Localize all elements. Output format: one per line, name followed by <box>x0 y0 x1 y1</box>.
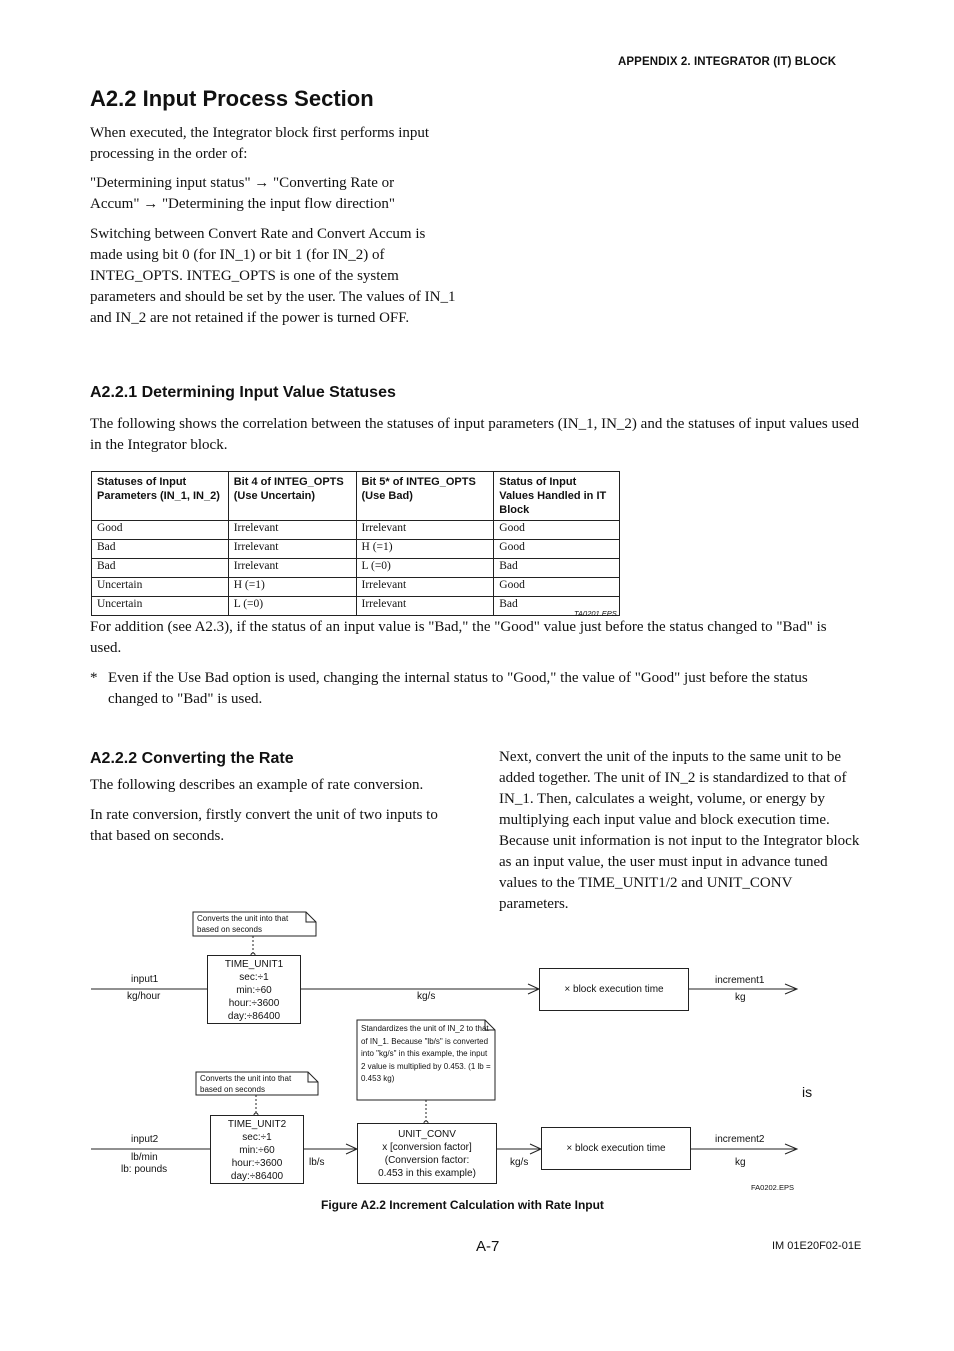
table-cell: Good <box>494 540 620 559</box>
rate-paragraph-2: In rate conversion, firstly convert the unit of two inputs to that based on seconds. <box>90 807 438 844</box>
note-time-unit1: Converts the unit into that based on seconds <box>197 914 289 934</box>
box-line: sec:÷1 <box>239 972 269 983</box>
section-title: A2.2 Input Process Section <box>90 86 374 111</box>
statuses-intro: The following shows the correlation between the statuses of input parameters (IN_1, IN_2) and the statuses of input values used in the Integrator block. <box>90 416 859 453</box>
table-cell: Irrelevant <box>228 540 356 559</box>
table-cell: Irrelevant <box>356 597 494 616</box>
box-line: day:÷86400 <box>230 1171 284 1182</box>
figure-caption: Figure A2.2 Increment Calculation with Rate Input <box>321 1198 604 1212</box>
stray-text: is <box>802 1084 813 1100</box>
table-cell: Good <box>494 578 620 597</box>
section-paragraph-1: When executed, the Integrator block first performs input processing in the order of: <box>90 125 430 162</box>
note-time-unit2: Converts the unit into that based on seconds <box>200 1074 292 1094</box>
input1-label: input1 <box>131 974 159 985</box>
table-cell: Uncertain <box>92 597 229 616</box>
increment1-unit: kg <box>735 992 746 1003</box>
increment2-unit: kg <box>735 1157 746 1168</box>
box-line: 0.453 in this example) <box>378 1168 476 1179</box>
box-line: (Conversion factor: <box>384 1155 470 1166</box>
table-cell: Irrelevant <box>228 521 356 540</box>
footnote-mark: * <box>90 670 98 686</box>
kgs-label-top: kg/s <box>417 991 436 1002</box>
table-cell: H (=1) <box>228 578 356 597</box>
table-cell: Bad <box>92 559 229 578</box>
rate-paragraph-1: The following describes an example of rate conversion. <box>90 777 424 793</box>
box-line: min:÷60 <box>239 1145 275 1156</box>
box-line: TIME_UNIT1 <box>224 959 284 970</box>
kgs-label-bottom: kg/s <box>510 1157 529 1168</box>
box-line: hour:÷3600 <box>228 998 280 1009</box>
section-paragraph-3: Switching between Convert Rate and Convert Accum is made using bit 0 (for IN_1) or bit 1 (for IN_2) of INTEG_OPTS. INTEG_OPTS is one of the system parameters and should be set by the user. The values of IN_1 and IN_2 are not retained if the power is turned OFF. <box>90 226 456 326</box>
box-line: day:÷86400 <box>227 1011 281 1022</box>
table-cell: L (=0) <box>356 559 494 578</box>
box-line: UNIT_CONV <box>398 1129 456 1140</box>
increment1-label: increment1 <box>715 975 765 986</box>
note-unit-conv: Standardizes the unit of IN_2 to that of IN_1. Because "lb/s" is converted into "kg/s" in this example, the input 2 value is multiplied by 0.453. (1 lb = 0.453 kg) <box>361 1024 491 1083</box>
exec-time-box-2: × block execution time <box>541 1127 691 1170</box>
table-cell: Good <box>494 521 620 540</box>
box-line: min:÷60 <box>236 985 272 996</box>
table-cell: Good <box>92 521 229 540</box>
addition-note: For addition (see A2.3), if the status of an input value is "Bad," the "Good" value just before the status changed to "Bad" is used. <box>90 619 827 656</box>
table-header: Bit 4 of INTEG_OPTS (Use Uncertain) <box>228 472 356 521</box>
document-number: IM 01E20F02-01E <box>772 1240 862 1252</box>
box-line: TIME_UNIT2 <box>227 1119 287 1130</box>
page-number: A-7 <box>476 1238 500 1255</box>
time-unit2-box <box>210 1115 304 1184</box>
table-cell: Bad <box>92 540 229 559</box>
box-line: hour:÷3600 <box>231 1158 283 1169</box>
table-header: Status of Input Values Handled in IT Block <box>494 472 620 521</box>
unit-conv-box <box>357 1123 497 1184</box>
lbs-label: lb/s <box>309 1157 325 1168</box>
input1-unit: kg/hour <box>127 991 161 1002</box>
input2-unit: lb/min <box>131 1152 158 1163</box>
figure-tag: FA0202.EPS <box>751 1183 794 1192</box>
rate-paragraph-right: Next, convert the unit of the inputs to the same unit to be added together. The unit of IN_2 is standardized to that of IN_1. Then, calculates a weight, volume, or energy by multiplying each input value and block execution time. Because unit information is not input to the Integrator block as an input value, the user must input in advance tuned values to the TIME_UNIT1/2 and UNIT_CONV parameters. <box>499 749 860 912</box>
time-unit1-box <box>207 955 301 1024</box>
input2-label: input2 <box>131 1134 159 1145</box>
appendix-header: APPENDIX 2. INTEGRATOR (IT) BLOCK <box>618 56 837 68</box>
table-tag: TA0201.EPS <box>574 609 617 618</box>
footnote: Even if the Use Bad option is used, changing the internal status to "Good," the value of "Good" just before the status changed to "Bad" is used. <box>108 670 808 707</box>
table-cell: Irrelevant <box>228 559 356 578</box>
section-paragraph-2: "Determining input status" → "Converting Rate or Accum" → "Determining the input flow direction" <box>90 175 395 212</box>
increment2-label: increment2 <box>715 1134 765 1145</box>
table-cell: Bad <box>494 597 620 616</box>
table-cell: H (=1) <box>356 540 494 559</box>
table-cell: Uncertain <box>92 578 229 597</box>
exec-time-box-1: × block execution time <box>539 968 689 1011</box>
table-cell: Irrelevant <box>356 521 494 540</box>
subsection-title-statuses: A2.2.1 Determining Input Value Statuses <box>90 384 396 401</box>
box-line: sec:÷1 <box>242 1132 272 1143</box>
subsection-title-rate: A2.2.2 Converting the Rate <box>90 750 294 767</box>
box-line: x [conversion factor] <box>382 1142 472 1153</box>
table-cell: Bad <box>494 559 620 578</box>
table-header: Statuses of Input Parameters (IN_1, IN_2) <box>92 472 229 521</box>
table-cell: Irrelevant <box>356 578 494 597</box>
table-cell: L (=0) <box>228 597 356 616</box>
table-header: Bit 5* of INTEG_OPTS (Use Bad) <box>356 472 494 521</box>
input2-unit-note: lb: pounds <box>121 1164 168 1175</box>
